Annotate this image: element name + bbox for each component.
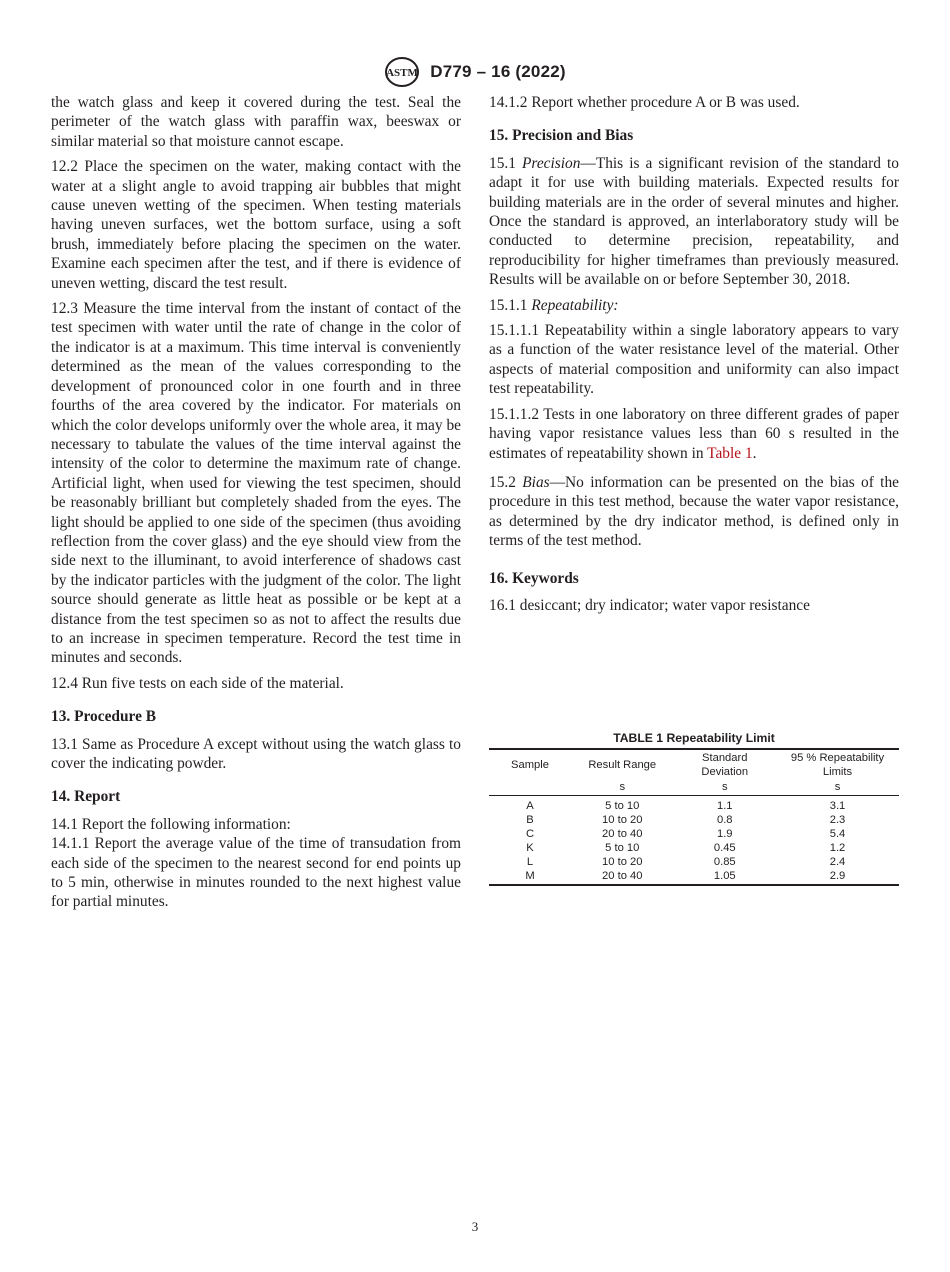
table-cell: 2.3 xyxy=(829,814,846,826)
repeatability-table xyxy=(489,731,899,886)
paragraph-13-1: 13.1 Same as Procedure A except without using the watch glass to cover the indicating powder. xyxy=(51,735,461,772)
table-cell: 20 to 40 xyxy=(571,869,674,885)
table-cell: 20 to 40 xyxy=(602,828,643,840)
table-1-link[interactable]: Table 1 xyxy=(707,444,753,462)
table-grid xyxy=(489,748,899,886)
table-cell: K xyxy=(526,842,534,854)
table-cell: 2.4 xyxy=(829,856,846,868)
unit-cell: s xyxy=(776,780,899,796)
paragraph-14-1-2: 14.1.2 Report whether procedure A or B was used. xyxy=(489,94,800,111)
header-repeatability-limits xyxy=(776,749,899,780)
term-precision: Precision xyxy=(522,154,581,172)
paragraph-number: 15.1 xyxy=(489,154,516,172)
table-row xyxy=(489,827,899,841)
svg-text:ASTM: ASTM xyxy=(386,67,419,79)
right-column xyxy=(489,93,899,621)
table-cell: 5 to 10 xyxy=(605,800,640,812)
table-cell: 1.1 xyxy=(716,800,733,812)
term-bias: Bias xyxy=(522,473,550,491)
table-cell: L xyxy=(526,856,534,868)
table-cell: 1.2 xyxy=(829,842,846,854)
header-line: Limits xyxy=(822,766,853,778)
page-number: 3 xyxy=(471,1219,479,1234)
table-cell: 3.1 xyxy=(829,800,846,812)
section-heading-13: 13. Procedure B xyxy=(51,708,157,726)
paragraph-text: —No information can be presented on the bias of the procedure in this test method, because the water vapor resistance, as determined by the dry indicator method, is defined only in terms of the test method. xyxy=(489,473,899,550)
header-standard-deviation xyxy=(674,749,777,780)
paragraph-14-1: 14.1 Report the following information: xyxy=(51,815,291,833)
paragraph-15-1 xyxy=(489,154,899,290)
table-cell: 10 to 20 xyxy=(602,856,643,868)
section-heading-14: 14. Report xyxy=(51,788,121,806)
table-cell: 5 to 10 xyxy=(605,842,640,854)
table-cell: 0.8 xyxy=(716,814,733,826)
unit-cell xyxy=(489,780,571,796)
section-heading-15: 15. Precision and Bias xyxy=(489,127,634,145)
table-title: TABLE 1 Repeatability Limit xyxy=(613,731,775,745)
paragraph-number: 15.1.1 xyxy=(489,296,528,314)
table-row xyxy=(489,796,899,814)
table-cell: B xyxy=(526,814,534,826)
paragraph-15-1-1 xyxy=(489,296,899,315)
header-line: Standard xyxy=(702,752,748,764)
paragraph-text: 15.1.1.2 Tests in one laboratory on three different grades of paper having vapor resistance values less than 60 s resulted in the estimates of repeatability shown in xyxy=(489,405,899,462)
table-cell: 0.45 xyxy=(713,842,736,854)
header-result-range: Result Range xyxy=(571,749,674,780)
term-repeatability: Repeatability: xyxy=(531,296,619,314)
paragraph-16-1: 16.1 desiccant; dry indicator; water vapor resistance xyxy=(489,596,810,614)
paragraph-15-1-1-1: 15.1.1.1 Repeatability within a single laboratory appears to vary as a function of the water resistance level of the material. Other aspects of material composition and uniformity can also impact test repeatability. xyxy=(489,322,899,398)
paragraph-12-2: 12.2 Place the specimen on the water, making contact with the water at a slight angle to avoid trapping air bubbles that might cause uneven wetting of the specimen. When testing materials having uneven surfaces, wet the bottom surface, using a soft brush, immediately before placing the specimen on the water. Examine each specimen after the test, and if there is evidence of uneven wetting, discard the test result. xyxy=(51,158,461,292)
table-cell: 0.85 xyxy=(713,856,736,868)
header-sample: Sample xyxy=(489,749,571,780)
table-cell: M xyxy=(489,869,571,885)
paragraph-12-4: 12.4 Run five tests on each side of the material. xyxy=(51,674,344,692)
page-header xyxy=(0,56,950,88)
table-cell: 1.05 xyxy=(674,869,777,885)
header-line: Deviation xyxy=(701,766,749,778)
table-cell: 10 to 20 xyxy=(602,814,643,826)
paragraph-15-2 xyxy=(489,473,899,551)
header-line: 95 % Repeatability xyxy=(790,752,885,764)
unit-cell: s xyxy=(571,780,674,796)
table-row xyxy=(489,813,899,827)
section-heading-16: 16. Keywords xyxy=(489,569,579,587)
table-cell: A xyxy=(526,800,534,812)
table-cell: C xyxy=(525,828,535,840)
unit-cell: s xyxy=(674,780,777,796)
astm-logo-icon xyxy=(384,56,420,88)
period: . xyxy=(752,444,757,462)
paragraph-14-1-1: 14.1.1 Report the average value of the time of transudation from each side of the specimen to the nearest second for end points up to 5 min, otherwise in minutes rounded to the next highest value for partial minutes. xyxy=(51,835,461,911)
table-cell: 2.9 xyxy=(776,869,899,885)
paragraph-12-1-continued: the watch glass and keep it covered during the test. Seal the perimeter of the watch glass with paraffin wax, beeswax or similar material so that moisture cannot escape. xyxy=(51,94,461,150)
table-cell: 1.9 xyxy=(716,828,733,840)
paragraph-12-3: 12.3 Measure the time interval from the instant of contact of the test specimen with water until the rate of change in the color of the indicator is at a maximum. This time interval is conveniently determined as the mean of the values corresponding to the development of pronounced color in one fourth and in three fourths of the area covered by the indicator. For materials on which the color develops uniformly over the whole area, it may be necessary to tabulate the values of the time interval against the intensity of the color to determine the maximum rate of change. Artificial light, when used for viewing the test specimen, should be reasonably brilliant but completely shaded from the eyes. The light should be applied to one side of the specimen (thus avoiding reflection from the cover glass) and the eye should view from the side next to the illuminant, to avoid interference of shadows cast by the indicator particles with the judgment of the color. The light source should generate as little heat as possible or be kept at a distance from the test specimen so as not to affect the results due to an increase in specimen temperature. Record the test time in minutes and seconds. xyxy=(51,300,461,667)
paragraph-15-1-1-2 xyxy=(489,405,899,463)
paragraph-text: —This is a significant revision of the standard to adapt it for use with building materials. Expected results for building materials are in the order of several minutes and higher. Once the standard is approved, an interlaboratory study will be conducted to determine precision, repeatability, and reproducibility for higher timeframes than previously measured. Results will be available on or before September 30, 2018. xyxy=(489,154,899,289)
paragraph-number: 15.2 xyxy=(489,473,516,491)
document-designation: D779 – 16 (2022) xyxy=(430,62,566,81)
table-cell: 5.4 xyxy=(829,828,846,840)
left-column xyxy=(51,93,461,918)
table-row xyxy=(489,841,899,855)
table-row xyxy=(489,869,899,885)
table-row xyxy=(489,855,899,869)
